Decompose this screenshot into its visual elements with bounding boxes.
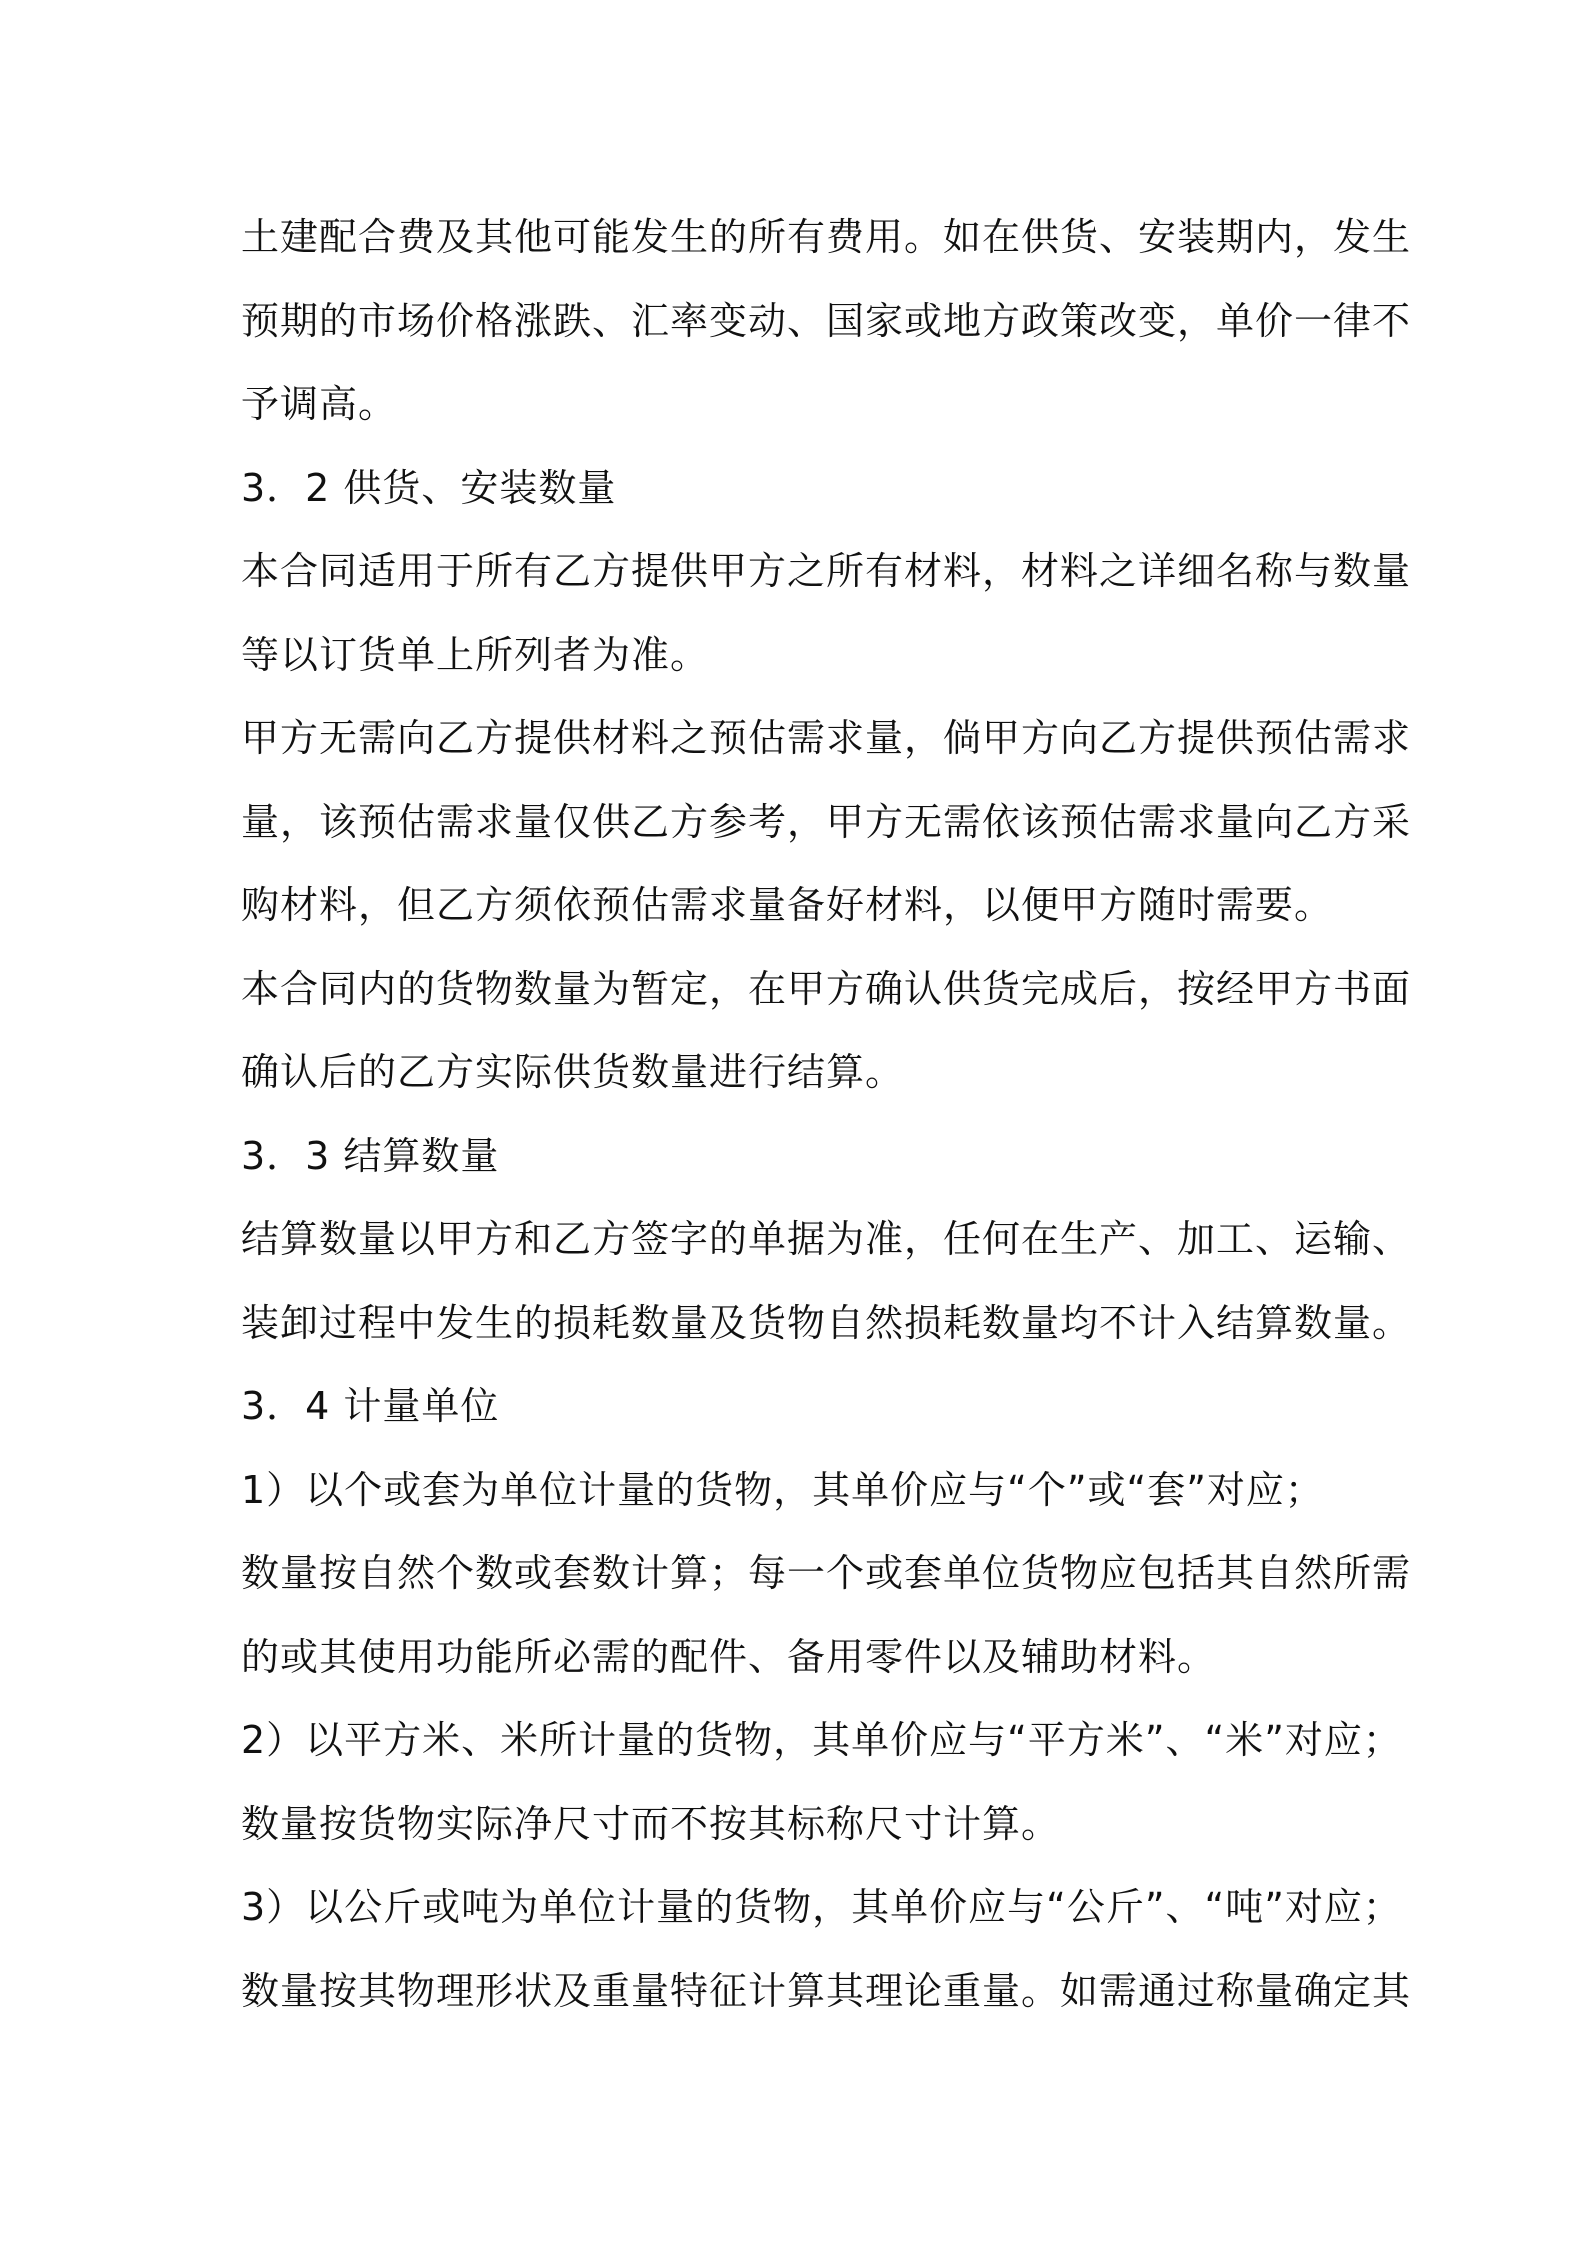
text-line: 数量按货物实际净尺寸而不按其标称尺寸计算。 <box>241 1801 1061 1846</box>
text-line: 数量按自然个数或套数计算；每一个或套单位货物应包括其自然所需 <box>241 1551 1412 1595</box>
text-line: 预期的市场价格涨跌、汇率变动、国家或地方政策改变，单价一律不 <box>241 298 1412 343</box>
text-line: 2）以平方米、米所计量的货物，其单价应与“平方米”、“米”对应； <box>241 1718 1402 1762</box>
text-line: 本合同适用于所有乙方提供甲方之所有材料，材料之详细名称与数量 <box>241 549 1412 593</box>
text-line: 土建配合费及其他可能发生的所有费用。如在供货、安装期内，发生 <box>241 215 1412 259</box>
text-line: 1）以个或套为单位计量的货物，其单价应与“个”或“套”对应； <box>241 1467 1324 1512</box>
text-line: 确认后的乙方实际供货数量进行结算。 <box>241 1050 905 1094</box>
text-line: 数量按其物理形状及重量特征计算其理论重量。如需通过称量确定其 <box>241 1968 1412 2013</box>
section-heading: 3．2 供货、安装数量 <box>241 465 617 510</box>
document-body <box>241 196 1412 2033</box>
text-line: 的或其使用功能所必需的配件、备用零件以及辅助材料。 <box>241 1634 1217 1679</box>
section-heading: 3．3 结算数量 <box>241 1133 500 1178</box>
text-line: 本合同内的货物数量为暂定，在甲方确认供货完成后，按经甲方书面 <box>241 966 1412 1011</box>
text-line: 装卸过程中发生的损耗数量及货物自然损耗数量均不计入结算数量。 <box>241 1300 1412 1345</box>
text-line: 量，该预估需求量仅供乙方参考，甲方无需依该预估需求量向乙方采 <box>241 799 1412 844</box>
text-line: 等以订货单上所列者为准。 <box>241 632 710 677</box>
text-line: 3）以公斤或吨为单位计量的货物，其单价应与“公斤”、“吨”对应； <box>241 1885 1402 1929</box>
text-line: 购材料，但乙方须依预估需求量备好材料，以便甲方随时需要。 <box>241 883 1334 927</box>
text-line: 结算数量以甲方和乙方签字的单据为准，任何在生产、加工、运输、 <box>241 1217 1412 1261</box>
text-line: 予调高。 <box>241 382 398 426</box>
text-line: 甲方无需向乙方提供材料之预估需求量，倘甲方向乙方提供预估需求 <box>241 716 1412 760</box>
section-heading: 3．4 计量单位 <box>241 1384 500 1428</box>
